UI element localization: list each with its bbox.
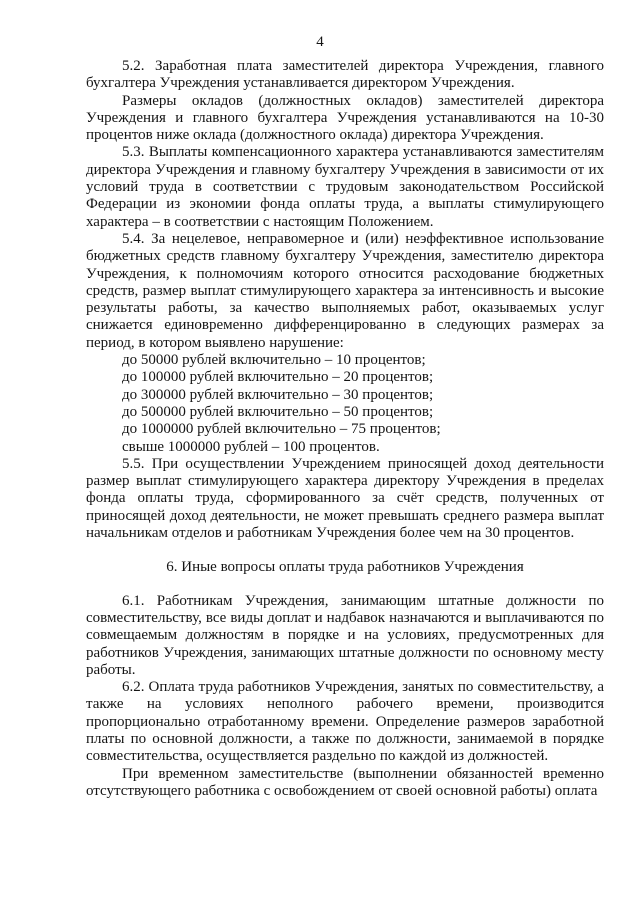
document-body	[86, 58, 604, 800]
list-item: свыше 1000000 рублей – 100 процентов.	[122, 438, 380, 455]
paragraph-temporary-substitution: При временном заместительстве (выполнении обязанностей временно отсутствующего работника с освобождением от своей основной работы) оплата	[86, 765, 604, 799]
list-item: до 1000000 рублей включительно – 75 процентов;	[122, 421, 441, 438]
list-item: до 500000 рублей включительно – 50 процентов;	[122, 403, 434, 420]
list-item: до 300000 рублей включительно – 30 процентов;	[122, 386, 434, 403]
paragraph-5-4: 5.4. За нецелевое, неправомерное и (или) неэффективное использование бюджетных средств главному бухгалтеру Учреждения, заместителю директора Учреждения, к полномочиям которого относится расходование бюджетных средств, размер выплат стимулирующего характера за интенсивность и высокие результаты работы, за качество выполняемых работ, оказываемых услуг снижается единовременно дифференцированно в следующих размерах за период, в котором выявлено нарушение:	[86, 230, 604, 351]
paragraph-5-5: 5.5. При осуществлении Учреждением приносящей доход деятельности размер выплат стимулирующего характера директору Учреждения в пределах фонда оплаты труда, сформированного за счёт средств, полученных от приносящей доход деятельности, не может превышать среднего размера выплат начальникам отделов и работникам Учреждения более чем на 30 процентов.	[86, 455, 604, 542]
section-heading: 6. Иные вопросы оплаты труда работников Учреждения	[166, 559, 524, 576]
paragraph-5-2: 5.2. Заработная плата заместителей директора Учреждения, главного бухгалтера Учреждения устанавливается директором Учреждения.	[86, 58, 604, 92]
paragraph-5-3: 5.3. Выплаты компенсационного характера устанавливаются заместителям директора Учреждения и главному бухгалтеру Учреждения в зависимости от их условий труда в соответствии с трудовым законодательством Российской Федерации из экономии фонда оплаты труда, а выплаты стимулирующего характера – в соответствии с настоящим Положением.	[86, 144, 604, 230]
list-item: до 100000 рублей включительно – 20 процентов;	[122, 369, 434, 386]
list-item: до 50000 рублей включительно – 10 процентов;	[122, 352, 426, 369]
paragraph-salary-sizes: Размеры окладов (должностных окладов) заместителей директора Учреждения и главного бухгалтера Учреждения устанавливаются на 10-30 процентов ниже оклада (должностного оклада) директора Учреждения.	[86, 92, 604, 144]
paragraph-6-1: 6.1. Работникам Учреждения, занимающим штатные должности по совместительству, все виды доплат и надбавок назначаются и выплачиваются по совмещаемым должностям в порядке и на условиях, предусмотренных для работников Учреждения, занимающих штатные должности по основному месту работы.	[86, 592, 604, 678]
page-number: 4	[316, 34, 324, 50]
paragraph-6-2: 6.2. Оплата труда работников Учреждения, занятых по совместительству, а также на условиях неполного рабочего времени, производится пропорционально отработанному времени. Определение размеров заработной платы по основной должности, а также по должности, занимаемой в порядке совместительства, осуществляется раздельно по каждой из должностей.	[86, 679, 604, 765]
